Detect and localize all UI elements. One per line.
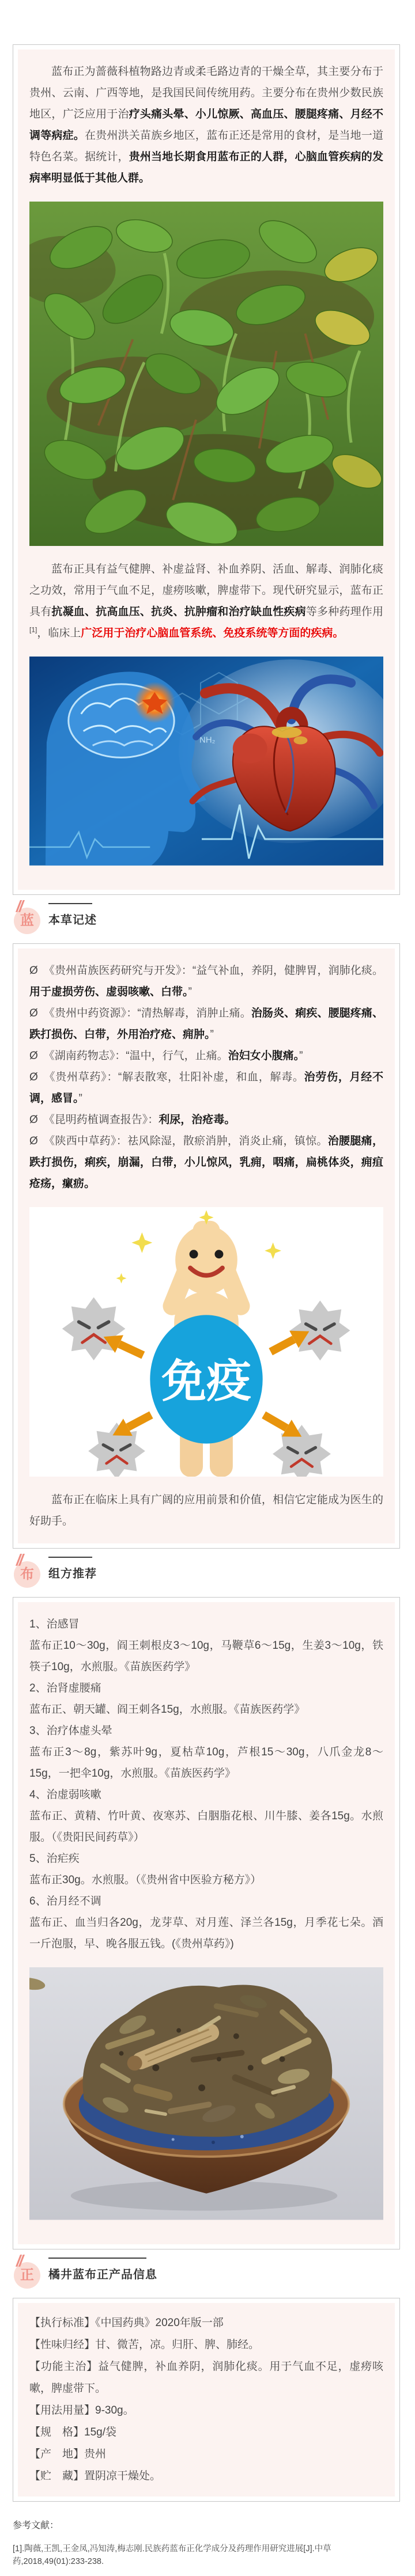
- intro-paragraph-2: [29, 559, 383, 644]
- product-field-value: 15g/袋: [84, 2426, 116, 2438]
- product-field-label: 【用法用量】: [29, 2404, 96, 2416]
- section-badge-zheng: 正: [14, 2262, 40, 2289]
- product-field: [29, 2400, 383, 2422]
- record-bullet-icon: Ø: [29, 964, 38, 977]
- section-title-wrap: [48, 1557, 97, 1581]
- immunity-cartoon-illustration: [29, 1207, 383, 1477]
- product-field-value: 置阴凉干燥处。: [84, 2469, 161, 2482]
- intro-p1-bold-statistic: 贵州当地长期食用蓝布正的人群，心脑血管疾病的发病率明显低于其他人群。: [29, 151, 383, 184]
- record-item: [29, 1067, 383, 1109]
- records-conclusion: 蓝布正在临床上具有广阔的应用前景和价值，相信它定能成为医生的好助手。: [29, 1494, 383, 1528]
- decorative-slashes-icon: //: [16, 897, 22, 915]
- section-title-product: 橘井蓝布正产品信息: [48, 2268, 157, 2281]
- product-field-label: 【功能主治】: [29, 2360, 98, 2373]
- product-field-value: 贵州: [84, 2448, 107, 2460]
- product-field: [29, 2422, 383, 2444]
- section-title-wrap: [48, 903, 97, 927]
- plant-photo-illustration: [29, 202, 383, 546]
- record-item: [29, 1045, 383, 1067]
- product-field-label: 【产 地】: [29, 2448, 85, 2460]
- intro-p2-text2: 等多种药理作用: [305, 606, 383, 619]
- product-panel: [18, 2303, 395, 2497]
- record-bullet-icon: Ø: [29, 1071, 38, 1083]
- person-head: [175, 1226, 237, 1295]
- records-panel: [18, 949, 395, 1543]
- formula-title: 6、治月经不调: [29, 1895, 101, 1908]
- immunity-label: 免疫: [161, 1356, 251, 1406]
- immunity-cartoon: [29, 1207, 383, 1477]
- product-section-box: [13, 2298, 400, 2502]
- product-field-label: 【执行标准】: [29, 2316, 96, 2329]
- intro-p2-bold-pharmacology: 抗凝血、抗高血压、抗炎、抗肿瘤和治疗缺血性疾病: [51, 606, 306, 619]
- title-underline: [48, 903, 92, 904]
- decorative-slashes-icon: //: [16, 1551, 22, 1569]
- section-badge-bu: 布: [14, 1561, 40, 1588]
- references-block: [13, 2518, 400, 2576]
- record-tail-text: ”: [299, 1049, 303, 1062]
- section-title-records: 本草记述: [48, 913, 97, 927]
- record-bold-text: 利尿，治疮毒。: [159, 1113, 236, 1126]
- record-bullet-icon: Ø: [29, 1049, 38, 1062]
- formula-recipe: 蓝布正、血当归各20g，龙芽草、对月莲、泽兰各15g，月季花七朵。酒一斤泡服，早、晚各服五钱。(《贵州草药》): [29, 1917, 383, 1951]
- section-badge-lan: 蓝: [14, 908, 40, 934]
- records-section-box: [13, 943, 400, 1549]
- intro-paragraph-1: [29, 61, 383, 189]
- intro-p2-red-clinical: 广泛用于治疗心脑血管系统、免疫系统等方面的疾病。: [81, 627, 344, 640]
- intro-p1-text2: 在贵州洪关苗族乡地区，蓝布正还是常用的食材，是当地一道特色名菜。据统计，: [29, 130, 383, 163]
- product-field: [29, 2465, 383, 2487]
- product-field-value: 益气健脾，补血养阴，润肺化痰。用于气血不足，虚痨咳嗽，脾虚带下。: [29, 2360, 383, 2395]
- record-item: [29, 1130, 383, 1194]
- decorative-slashes-icon: //: [16, 2251, 22, 2270]
- intro-p2-text3: ，临床上: [37, 627, 81, 640]
- formulas-panel: [18, 1602, 395, 2244]
- formula-recipe: 蓝布正10～30g，阎王刺根皮3～10g，马鞭草6～15g，生姜3～10g，铁筷子10g，水煎服。《苗族医药学》: [29, 1640, 383, 1674]
- record-bold-text: 治腰腿痛，跌打损伤，痢疾，崩漏，白带，小儿惊风，乳痈，咽痛，扁桃体炎，痈疽疮疡，瘰疬。: [29, 1135, 383, 1190]
- intro-p1-text: 蓝布正为蔷薇科植物路边青或柔毛路边青的干燥全草，其主要分布于贵州、云南、广西等地，是我国民间传统用药。主要分布在贵州少数民族地区，广泛应用于治: [29, 66, 383, 120]
- record-bullet-icon: Ø: [29, 1135, 38, 1147]
- record-source-text: 《陕西中草药》：祛风除湿，散瘀消肿，消炎止痛，镇惊。: [43, 1135, 328, 1147]
- record-bold-text: 治劳伤，月经不调，感冒。: [29, 1071, 383, 1105]
- record-tail-text: ”: [78, 1092, 82, 1105]
- record-bold-text: 治肠炎、痢疾、腰腿疼痛、跌打损伤、白带，外用治疗疮、痈肿。: [29, 1007, 383, 1041]
- intro-p1-bold-symptoms: 疗头痛头晕、小儿惊厥、高血压、腰腿疼痛、月经不调等病症。: [29, 108, 383, 142]
- chem-label: NH₂: [199, 735, 216, 745]
- product-field-label: 【规 格】: [29, 2426, 85, 2438]
- formulas-section-box: [13, 1597, 400, 2249]
- record-bullet-icon: Ø: [29, 1007, 38, 1019]
- title-underline: [48, 2258, 146, 2259]
- record-source-text: 《贵州中药资源》：“清热解毒，消肿止痛。: [43, 1007, 251, 1019]
- product-field-value: 甘、微苦，凉。归肝、脾、肺经。: [95, 2338, 260, 2351]
- record-source-text: 《湖南药物志》：“温中，行气，止痛。: [43, 1049, 228, 1062]
- formula-title: 4、治虚弱咳嗽: [29, 1789, 101, 1801]
- record-source-text: 《昆明药植调查报告》：: [43, 1113, 159, 1126]
- product-field-value: 9-30g。: [95, 2404, 134, 2416]
- record-bold-text: 用于虚损劳伤、虚弱咳嗽、白带。: [29, 985, 188, 998]
- formula-recipe: 蓝布正30g。水煎服。（《贵州省中医验方秘方》）: [29, 1874, 262, 1887]
- section-header-formulas: [13, 1551, 400, 1590]
- record-source-text: 《贵州苗族医药研究与开发》：“益气补血，养阴，健脾胃，润肺化痰。: [43, 964, 383, 977]
- section-header-product: [13, 2251, 400, 2291]
- citation-mark: [1]: [29, 625, 37, 634]
- dried-herb-bowl-illustration: [29, 1967, 383, 2220]
- formula-title: 5、治疟疾: [29, 1853, 80, 1865]
- virus-icon: [290, 1300, 350, 1360]
- product-field-label: 【性味归经】: [29, 2338, 96, 2351]
- record-bold-text: 治妇女小腹痛。: [228, 1049, 300, 1062]
- cardio-brain-illustration: [29, 657, 383, 866]
- section-title-formulas: 组方推荐: [48, 1568, 97, 1581]
- dried-herb-photo: [29, 1967, 383, 2220]
- product-field: [29, 2334, 383, 2356]
- formula-recipe: 蓝布正、朝天罐、阎王刺各15g，水煎服。《苗族医药学》: [29, 1704, 305, 1716]
- product-field-value: 《中国药典》2020年版一部: [95, 2316, 224, 2329]
- reference-item: [1].陶薇,王凯,王金凤,冯知涛,梅志刚.民族药蓝布正化学成分及药理作用研究进展[J].中草药,2018,49(01):233-238.: [13, 2544, 331, 2566]
- intro-panel: [18, 50, 395, 890]
- references-heading: 参考文献：: [13, 2520, 59, 2531]
- formula-recipe: 蓝布正3～8g，紫苏叶9g，夏枯草10g，芦根15～30g，八爪金龙8～15g，一把伞10g，水煎服。《苗族医药学》: [29, 1746, 383, 1780]
- record-item: [29, 1109, 383, 1130]
- product-field: [29, 2444, 383, 2465]
- product-field-label: 【贮 藏】: [29, 2469, 85, 2482]
- intro-section-box: [13, 44, 400, 895]
- formula-title: 2、治肾虚腰痛: [29, 1682, 101, 1695]
- record-tail-text: ”: [188, 985, 192, 998]
- record-bullet-icon: Ø: [29, 1113, 38, 1126]
- section-title-wrap: [48, 2258, 157, 2282]
- top-whitespace: [0, 0, 415, 44]
- record-item: [29, 960, 383, 1003]
- plant-photo: [29, 202, 383, 546]
- title-underline: [48, 1557, 92, 1558]
- formula-title: 3、治疗体虚头晕: [29, 1725, 112, 1737]
- record-tail-text: ”: [210, 1028, 214, 1041]
- product-field: [29, 2312, 383, 2334]
- formula-recipe: 蓝布正、黄精、竹叶黄、夜寒苏、白胭脂花根、川牛膝、姜各15g。水煎服。（《贵阳民间药草》）: [29, 1810, 383, 1844]
- section-header-records: [13, 897, 400, 936]
- intro-p2-text: 蓝布正具有益气健脾、补虚益肾、补血养阴、活血、解毒、润肺化痰之功效，常用于气血不足，虚痨咳嗽，脾虚带下。现代研究显示，蓝布正具有: [29, 563, 383, 619]
- cardio-brain-photo: [29, 657, 383, 866]
- product-field: [29, 2356, 383, 2400]
- formula-title: 1、治感冒: [29, 1618, 80, 1631]
- record-item: [29, 1003, 383, 1045]
- record-source-text: 《贵州草药》：“解表散寒，壮阳补虚，和血，解毒。: [43, 1071, 304, 1083]
